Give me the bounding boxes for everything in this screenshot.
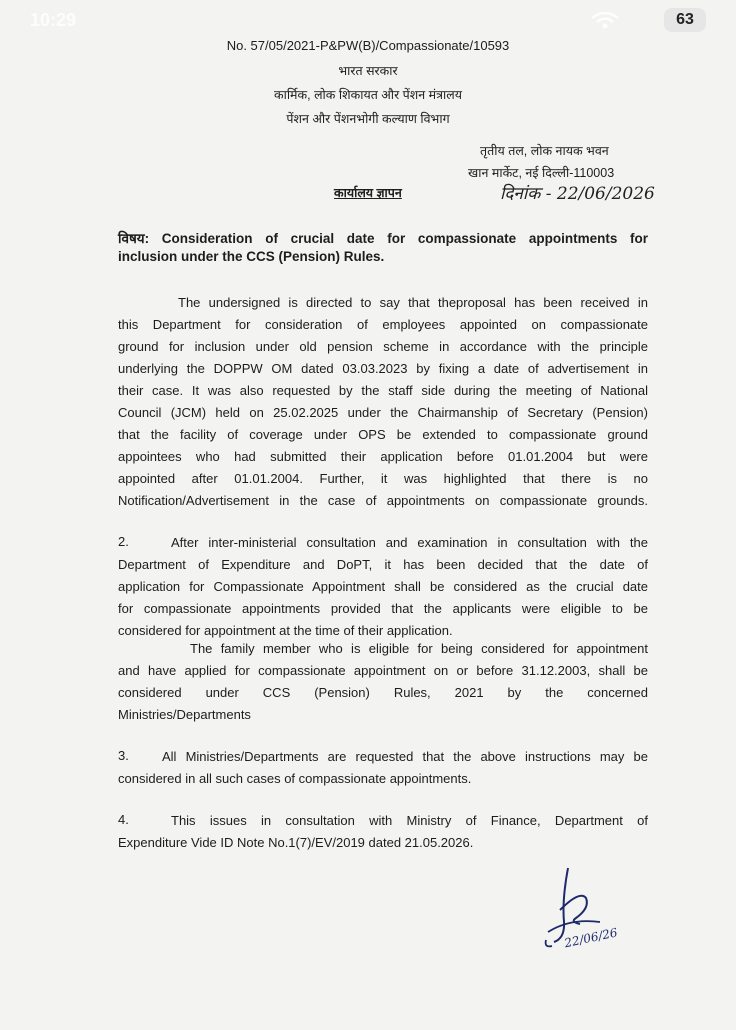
para1-line: this Department for consideration of employees appointed on compassionate [118, 317, 648, 332]
signature-date: 22/06/26 [563, 925, 619, 951]
memo-heading: कार्यालय ज्ञापन [334, 186, 402, 200]
wifi-icon [590, 12, 620, 30]
address-line-1: तृतीय तल, लोक नायक भवन [480, 144, 609, 158]
para3-number: 3. [118, 748, 129, 763]
para1-line: underlying the DOPPW OM dated 03.03.2023 by fixing a date of advertisement in [118, 361, 648, 376]
para2-number: 2. [118, 534, 129, 549]
department-name: पेंशन और पेंशनभोगी कल्याण विभाग [286, 112, 450, 126]
para2-sub-line: Ministries/Departments [118, 707, 251, 722]
para2-sub-line: considered under CCS (Pension) Rules, 2021 by the concerned [118, 685, 648, 700]
para1-line: ground for inclusion under old pension scheme in accordance with the principle [118, 339, 648, 354]
para2-line: for compassionate appointments provided that the applicants were eligible to be [118, 601, 648, 616]
battery-indicator: 63 [664, 8, 706, 32]
status-bar [0, 0, 736, 42]
para2-sub-line: and have applied for compassionate appointment on or before 31.12.2003, shall be [118, 663, 648, 678]
reference-number: No. 57/05/2021-P&PW(B)/Compassionate/10593 [226, 38, 510, 53]
para1-line: appointees who had submitted their application before 01.01.2004 but were [118, 449, 648, 464]
subject-line-1: विषय: Consideration of crucial date for compassionate appointments for [118, 231, 648, 246]
ministry-name: कार्मिक, लोक शिकायत और पेंशन मंत्रालय [273, 88, 463, 102]
para3-line: considered in all such cases of compassionate appointments. [118, 771, 472, 786]
para2-line: After inter-ministerial consultation and examination in consultation with the [171, 535, 648, 550]
para4-number: 4. [118, 812, 129, 827]
memo-date: दिनांक - 22/06/2026 [500, 184, 655, 204]
para1-line: appointed after 01.01.2004. Further, it was highlighted that there is no [118, 471, 648, 486]
subject-line-2: inclusion under the CCS (Pension) Rules. [118, 249, 385, 264]
status-time: 10:29 [30, 10, 77, 30]
para2-line: application for Compassionate Appointment shall be considered as the crucial date [118, 579, 648, 594]
para4-line: This issues in consultation with Ministry of Finance, Department of [171, 813, 648, 828]
para2-sub-line: The family member who is eligible for being considered for appointment [190, 641, 648, 656]
signature [540, 860, 640, 960]
para1-line: Notification/Advertisement in the case of appointments on compassionate grounds. [118, 493, 648, 508]
para1-line: Council (JCM) held on 25.02.2025 under the Chairmanship of Secretary (Pension) [118, 405, 648, 420]
govt-of-india: भारत सरकार [338, 64, 398, 78]
para2-line: Department of Expenditure and DoPT, it has been decided that the date of [118, 557, 648, 572]
para4-line: Expenditure Vide ID Note No.1(7)/EV/2019 dated 21.05.2026. [118, 835, 474, 850]
para1-line: their case. It was also requested by the staff side during the meeting of National [118, 383, 648, 398]
para1-line: that the facility of coverage under OPS be extended to compassionate ground [118, 427, 648, 442]
para2-line: considered for appointment at the time of their application. [118, 623, 453, 638]
para1-line: The undersigned is directed to say that theproposal has been received in [178, 295, 648, 310]
para3-line: All Ministries/Departments are requested that the above instructions may be [162, 749, 648, 764]
address-line-2: खान मार्केट, नई दिल्ली-110003 [468, 166, 615, 180]
